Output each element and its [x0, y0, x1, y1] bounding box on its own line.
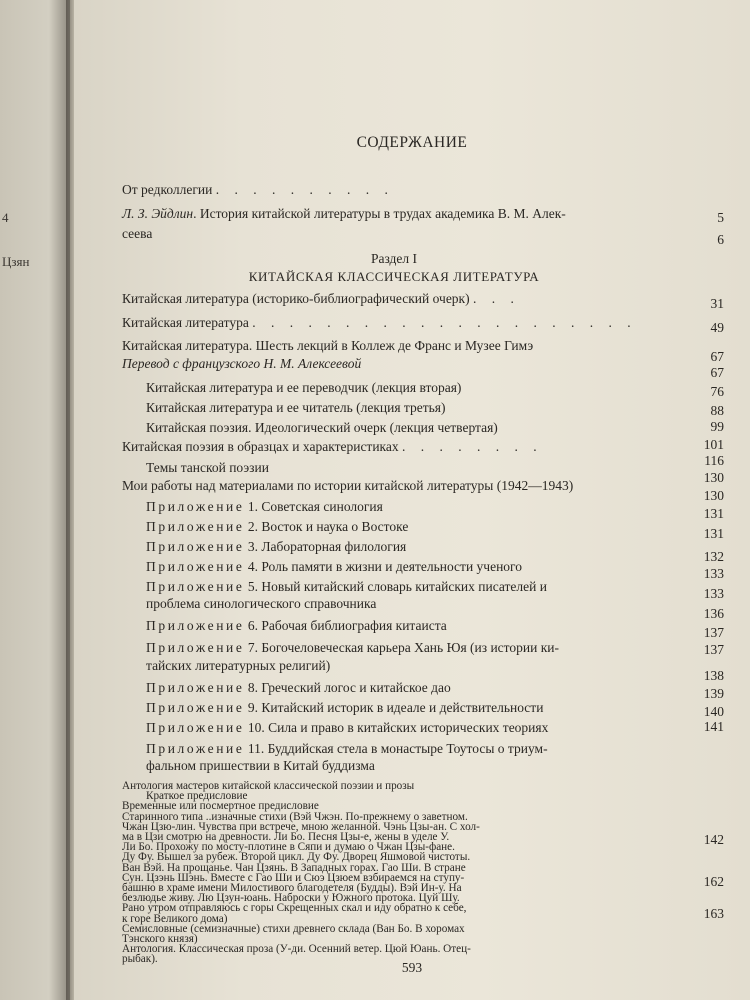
toc-entry: Сун. Цзэнь Шэнь. Вместе с Гао Ши и Сюэ Цзюем взбираемся на ступу- [122, 871, 465, 884]
appendix-entry: Приложение 2. Восток и наука о Востоке [146, 519, 409, 534]
contents-page [74, 0, 750, 1000]
appendix-entry: Приложение 11. Буддийская стела в монастыре Тоутосы о триум- [146, 741, 548, 756]
left-page-edge [0, 0, 70, 1000]
toc-entry: Мои работы над материалами по истории китайской литературы (1942—1943) [122, 478, 574, 493]
page-number: 132 [703, 549, 724, 564]
left-page-fragment: Цзян [2, 254, 30, 269]
toc-entry: Перевод с французского Н. М. Алексеевой [122, 356, 362, 371]
page-number: 133 [703, 566, 724, 581]
toc-entry: Старинного типа ..изначные стихи (Вэй Чжэн. По-прежнему о заветном. [122, 810, 468, 823]
page-number: 137 [703, 625, 724, 640]
appendix-entry: Приложение 8. Греческий логос и китайское дао [146, 680, 451, 695]
toc-entry: Временные или посмертное предисловие [122, 800, 319, 813]
toc-entry: Китайская литература . . . . . . . . . . . . . . . . . . . . . [122, 315, 637, 330]
page-number: 67 [710, 365, 724, 380]
page-number: 6 [717, 232, 724, 247]
toc-entry: Рано утром отправляюсь с горы Скрещенных скал и иду обратно к себе, [122, 902, 467, 915]
page-number: 162 [703, 874, 724, 889]
toc-entry: Китайская литература и ее читатель (лекция третья) [146, 400, 446, 415]
toc-entry: Л. З. Эйдлин. История китайской литературы в трудах академика В. М. Алек- [122, 206, 566, 221]
toc-entry: Чжан Цзю-лин. Чувства при встрече, мною желанной. Чэнь Цзы-ан. С хол- [122, 820, 480, 833]
toc-entry: Темы танской поэзии [146, 460, 269, 475]
page-number: 136 [703, 606, 724, 621]
page-number: 88 [710, 403, 724, 418]
page-number: 116 [704, 453, 724, 468]
toc-entry: От редколлегии . . . . . . . . . . [122, 182, 394, 197]
toc-entry: Китайская литература и ее переводчик (лекция вторая) [146, 380, 462, 395]
page-number: 130 [703, 488, 724, 503]
toc-entry: Ли Бо. Прохожу по мосту-плотине в Сяпи и думаю о Чжан Цзы-фане. [122, 841, 455, 854]
page-number: 137 [703, 642, 724, 657]
toc-entry: Китайская поэзия в образцах и характеристиках . . . . . . . . [122, 439, 543, 454]
page-number: 141 [703, 719, 724, 734]
page-number: 133 [703, 586, 724, 601]
toc-entry: рыбак). [122, 953, 158, 966]
page-number: 142 [703, 832, 724, 847]
page-number: 130 [703, 470, 724, 485]
left-page-fragment: 4 [2, 210, 9, 225]
toc-entry: Китайская поэзия. Идеологический очерк (лекция четвертая) [146, 420, 498, 435]
appendix-entry: Приложение 3. Лабораторная филология [146, 539, 407, 554]
toc-entry: Семисловные (семизначные) стихи древнего склада (Ван Бо. В хоромах [122, 922, 465, 935]
page-number: 76 [710, 384, 724, 399]
toc-entry: Ду Фу. Вышел за рубеж. Второй цикл. Ду Фу. Дворец Яшмовой чистоты. [122, 851, 471, 864]
page-number: 101 [703, 437, 724, 452]
page-number: 140 [703, 704, 724, 719]
toc-entry: Антология. Классическая проза (У-ди. Осенний ветер. Цюй Юань. Отец- [122, 943, 471, 956]
page-number: 138 [703, 668, 724, 683]
appendix-entry: Приложение 5. Новый китайский словарь китайских писателей и [146, 579, 547, 594]
page-number: 5 [717, 210, 724, 225]
toc-entry: Китайская литература (историко-библиографический очерк) . . . [122, 291, 520, 306]
appendix-entry: Приложение 9. Китайский историк в идеале и действительности [146, 700, 544, 715]
toc-entry: ма в Цзи смотрю на древности. Ли Бо. Песня Цзы-е, жены в уделе У. [122, 831, 450, 843]
page-number: 99 [710, 419, 724, 434]
page-number: 139 [703, 686, 724, 701]
appendix-entry: Приложение 10. Сила и право в китайских исторических теориях [146, 720, 549, 735]
toc-entry: Краткое предисловие [146, 790, 248, 803]
toc-entry: Ван Вэй. На прощанье. Чан Цзянь. В Западных горах. Гао Ши. В стране [122, 861, 466, 874]
page-title: СОДЕРЖАНИЕ [356, 134, 468, 151]
toc-entry: Тэнского князя) [122, 933, 198, 945]
page-number: 31 [710, 296, 724, 311]
page-number: 67 [710, 349, 724, 364]
appendix-entry: тайских литературных религий) [146, 658, 331, 673]
page-number: 131 [703, 506, 724, 521]
toc-entry: башню в храме имени Милостивого благодетеля (Будды). Вэй Ин-у. На [122, 882, 462, 894]
page-number: 131 [703, 526, 724, 541]
folio-page-number: 593 [401, 960, 423, 975]
appendix-entry: Приложение 4. Роль памяти в жизни и деятельности ученого [146, 559, 522, 574]
appendix-entry: Приложение 1. Советская синология [146, 499, 383, 514]
toc-entry: Китайская литература. Шесть лекций в Коллеж де Франс и Музее Гимэ [122, 338, 534, 353]
section-heading: Раздел I [370, 251, 418, 266]
section-heading: КИТАЙСКАЯ КЛАССИЧЕСКАЯ ЛИТЕРАТУРА [248, 269, 540, 284]
page-number: 49 [710, 320, 724, 335]
appendix-entry: Приложение 7. Богочеловеческая карьера Хань Юя (из истории ки- [146, 640, 559, 655]
toc-entry: сеева [122, 226, 153, 241]
appendix-entry: проблема синологического справочника [146, 596, 377, 611]
toc-entry: безлюдье живу. Лю Цзун-юань. Наброски у Южного протока. Цуй Шу. [122, 892, 460, 905]
toc-entry: к горе Великого дома) [122, 912, 228, 925]
appendix-entry: фальном пришествии в Китай буддизма [146, 758, 375, 773]
page-number: 163 [703, 906, 724, 921]
appendix-entry: Приложение 6. Рабочая библиография китаиста [146, 618, 447, 633]
toc-entry: Антология мастеров китайской классической поэзии и прозы [122, 780, 415, 792]
